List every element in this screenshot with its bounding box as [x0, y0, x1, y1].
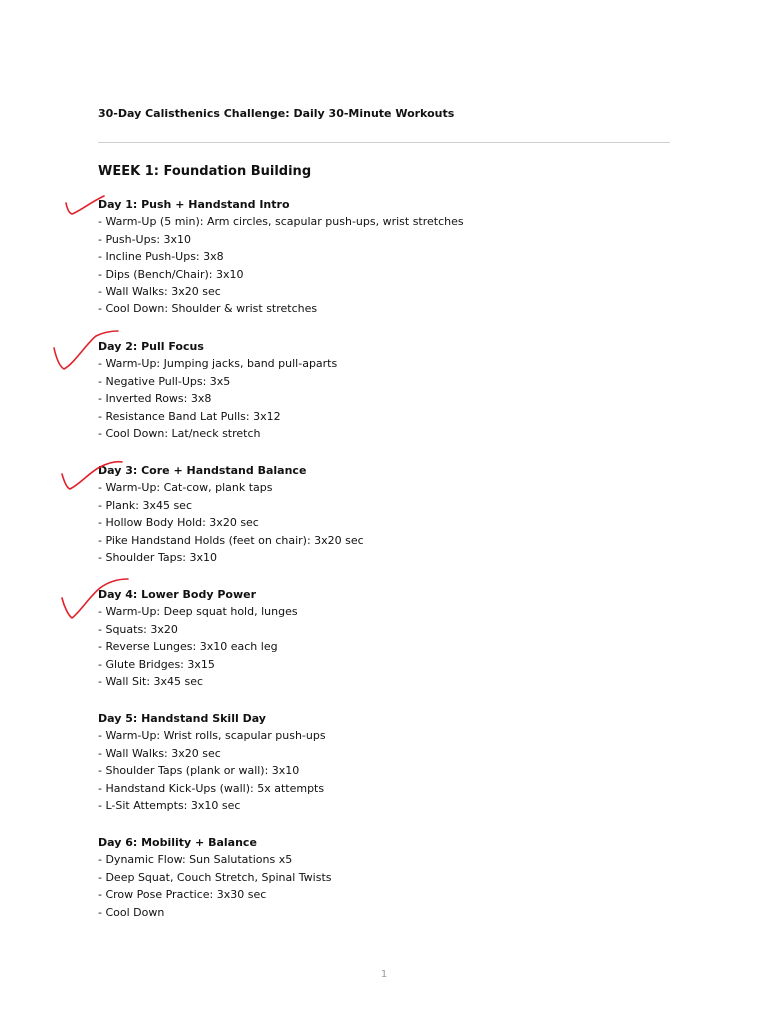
- exercise-item: - Negative Pull-Ups: 3x5: [98, 374, 231, 388]
- exercise-item: - Crow Pose Practice: 3x30 sec: [98, 888, 267, 902]
- exercise-item: - Warm-Up: Deep squat hold, lunges: [98, 605, 298, 619]
- exercise-item: - Cool Down: Shoulder & wrist stretches: [98, 302, 318, 316]
- day-5-section: [98, 710, 326, 814]
- exercise-item: - Incline Push-Ups: 3x8: [98, 250, 224, 264]
- exercise-item: - Glute Bridges: 3x15: [98, 657, 215, 671]
- exercise-item: - Warm-Up: Cat-cow, plank taps: [98, 481, 273, 495]
- exercise-item: - Push-Ups: 3x10: [98, 232, 192, 246]
- exercise-item: - Wall Walks: 3x20 sec: [98, 285, 221, 299]
- week-heading: WEEK 1: Foundation Building: [98, 164, 312, 179]
- day-2-section: [98, 338, 337, 442]
- exercise-item: - Deep Squat, Couch Stretch, Spinal Twists: [98, 870, 332, 884]
- exercise-item: - Cool Down: Lat/neck stretch: [98, 427, 261, 441]
- exercise-item: - L-Sit Attempts: 3x10 sec: [98, 799, 241, 813]
- exercise-item: - Inverted Rows: 3x8: [98, 392, 212, 406]
- day-6-section: [98, 834, 332, 921]
- day-1-checkmark-icon: [58, 190, 110, 220]
- day-2-checkmark-icon: [48, 326, 124, 374]
- document-title: 30-Day Calisthenics Challenge: Daily 30-Minute Workouts: [98, 107, 455, 120]
- exercise-item: - Warm-Up: Jumping jacks, band pull-aparts: [98, 357, 338, 371]
- day-title: Day 5: Handstand Skill Day: [98, 712, 266, 725]
- exercise-item: - Dynamic Flow: Sun Salutations x5: [98, 853, 293, 867]
- exercise-item: - Pike Handstand Holds (feet on chair): 3x20 sec: [98, 533, 364, 547]
- exercise-item: - Hollow Body Hold: 3x20 sec: [98, 516, 259, 530]
- exercise-item: - Shoulder Taps: 3x10: [98, 551, 218, 565]
- exercise-item: - Resistance Band Lat Pulls: 3x12: [98, 409, 281, 423]
- day-title: Day 4: Lower Body Power: [98, 588, 257, 601]
- exercise-item: - Squats: 3x20: [98, 622, 178, 636]
- exercise-item: - Shoulder Taps (plank or wall): 3x10: [98, 764, 300, 778]
- exercise-item: - Reverse Lunges: 3x10 each leg: [98, 640, 278, 654]
- exercise-item: - Wall Sit: 3x45 sec: [98, 675, 204, 689]
- exercise-item: - Wall Walks: 3x20 sec: [98, 746, 221, 760]
- day-title: Day 3: Core + Handstand Balance: [98, 464, 307, 477]
- exercise-item: - Handstand Kick-Ups (wall): 5x attempts: [98, 781, 325, 795]
- day-title: Day 6: Mobility + Balance: [98, 836, 257, 849]
- exercise-item: - Warm-Up (5 min): Arm circles, scapular push-ups, wrist stretches: [98, 215, 464, 229]
- day-3-section: [98, 462, 364, 566]
- exercise-item: - Plank: 3x45 sec: [98, 498, 192, 512]
- exercise-item: - Cool Down: [98, 905, 165, 919]
- day-title: Day 1: Push + Handstand Intro: [98, 198, 290, 211]
- day-title: Day 2: Pull Focus: [98, 340, 204, 353]
- exercise-item: - Warm-Up: Wrist rolls, scapular push-ups: [98, 729, 326, 743]
- title-divider: [98, 142, 670, 143]
- exercise-item: - Dips (Bench/Chair): 3x10: [98, 267, 244, 281]
- page-number: 1: [380, 969, 388, 980]
- day-1-section: [98, 196, 464, 318]
- day-3-checkmark-icon: [56, 454, 128, 496]
- day-4-checkmark-icon: [56, 574, 134, 622]
